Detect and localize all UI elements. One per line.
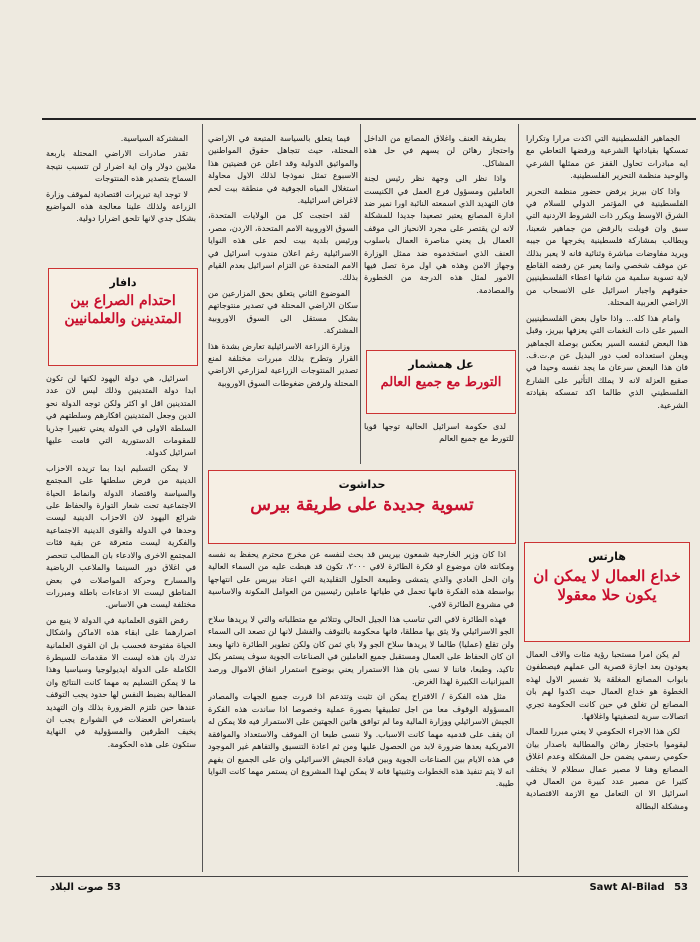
col2-paragraph: بطريقة العنف واغلاق المصانع من الداخل واحتجاز رهائن لن يسهم في حل هذه المشاكل. <box>364 133 514 168</box>
col1b-paragraph: لم يكن امرا مستحبا رؤية مئات والاف العمال يعودون بعد اجازة قصرية الى عملهم فيصطفون بابواب المصانع المغلقة بلا تفسير الاول لهذه الخطوة هو خداع العمال حيث اكدوا لهم بان المصانع لن تغلق في حين كانت الحكومة تجري اتصالات سرية لتصفيتها واغلاقها. <box>526 649 688 722</box>
col4b-paragraph: اسرائيل، هي دولة اليهود لكنها لن تكون ابدا دولة المتدينين وذلك ليس لان عدد المتدينين اقل او اكثر ولكن توجه الدولة نحو الدين وجعل المتدينين افكارهم وسلطتهم في السلطة الاولى في الدولة يعني تغييرا جذريا للمقومات الدستورية التي قامت عليها اسرائيل كدولة. <box>46 373 196 458</box>
bottom-rule <box>36 876 688 877</box>
column-4b <box>46 372 196 872</box>
col4-paragraph: تقدر صادرات الاراضي المحتلة باربعة ملايين دولار وان اية اضرار لن تتسبب نتيجة السماح بتصدير هذه المنتوجات <box>46 148 196 184</box>
box-headline: تسوية جديدة على طريقة بيرس <box>250 495 474 515</box>
col4b-paragraph: لا يمكن التسليم ابدا بما تريده الاحزاب الدينية من فرض سلطتها على المجتمع والسياسة واقتصاد الدولة وانماط الحياة الاجتماعية تحت شعار التوارة والحفاظ على شرائع اليهود لان الاحزاب الدينية ليست وحدها في الدولة والقوى الدينية الاجتماعية والفكرية ليست متعرقة عن بقية فئات المجتمع الاخرى والادعاء بان المطالب تنحصر في اغلاق دور السينما والملاعب الرياضية والمسارح وحركة المواصلات في بعض المناطق ليست الا ادعاءات باطلة ومبررات مختلفة ليست هي الاساس. <box>46 462 196 610</box>
col4b-paragraph: رفض القوى العلمانية في الدولة لا ينبع من اصرارهما على ابقاء هذه الاماكن واشكال الحياة مفتوحة فحسب بل ان القوى العلمانية تدرك بان هذه ليست الا مقدمات للسيطرة الكاملة على الدولة ايديولوجيا وسياسيا وهذا ما لا يمكن التسليم به مهما كانت النتائج وان المطالبة بضبط النفس لها حدود يجب التوقف عندها حين تلتزم الضرورة بذلك وان التهديد باستعراض العضلات في الشوارع يجب ان يخيف الطرفين والمسؤولية في النهاية ستكون على هذه الحكومة. <box>46 614 196 749</box>
column-1b <box>526 648 688 872</box>
box-headline: التورط مع جميع العالم <box>380 375 502 390</box>
harts-box <box>524 542 690 642</box>
col3-paragraph: فيما يتعلق بالسياسة المتبعة في الاراضي المحتلة، حيث تتجاهل حقوق المواطنين والمواثيق الدولية وقد اعلن عن قضيتين هذا الاسبوع تمثل نموذجا لذلك الاول محاولة استغلال المياه الجوفية في منطقة بيت لحم لاغراض اسرائيلية. <box>208 133 358 206</box>
column-1 <box>526 132 688 540</box>
top-rule <box>42 118 696 120</box>
col3-paragraph: الموضوع الثاني يتعلق بحق المزارعين من سكان الاراضي المحتلة في تصدير منتوجاتهم بشكل مستقل الى السوق الاوروبية المشتركة. <box>208 287 358 336</box>
col1-paragraph: واذا كان بيريز يرفض حضور منظمة التحرير الفلسطينية في المؤتمر الدولي للسلام في الشرق الاوسط ويكرر ذات الشروط الاردنية التي سبق وان قوبلت بالرفض من جماهير شعبنا، ويطالب بمشاركة فلسطينية يخرجها من جيبه ويريد مفاوضات مباشرة وثنائية فانه لا يعبر بذلك عن موقف شخصي وانما يعبر عن رفضه القاطع لاية تسوية سلمية من شانها اعطاء الفلسطينيين حقوقهم واجبار اسرائيل على الانسحاب من الاراضي العربية المحتلة. <box>526 185 688 308</box>
column-separator <box>360 124 361 464</box>
box-source-name: دافار <box>109 276 137 289</box>
col4-paragraph: لا توجد اية تبريرات اقتصادية لموقف وزارة الزراعة ولذلك علينا معالجة هذه المواضيع بشكل جدي لانها تلحق اضرارا دولية. <box>46 188 196 224</box>
box-source-name: حداشوت <box>338 478 386 491</box>
column-2b <box>364 420 514 468</box>
col1b-paragraph: لكن هذا الاجراء الحكومي لا يعني مبررا للعمال ليقوموا باحتجاز رهائن والمطالبة باصدار بيان حكومي رسمي يضمن حل المشكلة وعدم اغلاق المصانع وهنا لا مصير عمال سطلام لا يختلف كثيرا عن مصير عدد كبيرة من العمال في اسرائيل الا ان التعامل مع الازمة الاقتصادية ومشكلة البطالة <box>526 726 688 811</box>
middle-paragraph: فهذه الطائرة لافي التي تناسب هذا الجيل الحالي وتتلائم مع متطلباته والتي لا يريدها سلاح الجو الاسرائيلي ولا يثق بها مطلقا، فانها محكومة بالتوقف والفشل لانها لن تصعد الى السماء ولن تقلع (عمليا) طالما لا يريدها سلاح الجو ولا باي ثمن كان ولكن تطوير الطائرة ذاتها وبعد ان كان الحفاظ على العمال ومستقبل جميع العاملين في الصناعات الجوية سوف يستمر بكل تاكيد، وطبعا، فاننا لا نسى بان هذا الاستمرار يعني بوضوح استمرار انفاق الاموال ورصد الميزانيات الكبيرة لهذا الغرض. <box>208 614 514 687</box>
middle-paragraph: مثل هذه الفكرة / الاقتراح يمكن ان تثبت وتتدعم اذا قررت جميع الجهات والمصادر المسؤولة الوقوف معا من اجل تطبيقها بصورة عملية وخصوصا اذا ساندت هذه الفكرة الجيش الاسرائيلي ووزارة المالية وما لم توافق هاتين الجهتين على الاستمرار فيه فلا يمكن له ان يقف على قدميه مهما كانت الاسباب. ولا ننسى طبعا ان الموقف والاستعداد والموافقة الامريكية بعدها ضرورة لابد من الحصول عليها ومن ثم اعادة التنسيق والتفاهم غير الموجود في هذه الايام بين الصناعات الجوية وبين قيادة الجيش الاسرائيلي وان على الجميع ان يفهم انه لا يتم تنفيذ هذه الخطوات وتثبيتها فانه لا يمكن لهذا المشروع ان يستمر مهما كانت النوايا طيبة. <box>208 691 514 789</box>
col2b-paragraph: لدى حكومة اسرائيل الحالية توجها قويا للتورط مع جميع العالم <box>364 421 514 444</box>
column-3 <box>208 132 358 468</box>
column-separator <box>202 124 203 872</box>
col3-paragraph: وزارة الزراعة الاسرائيلية تعارض بشدة هذا القرار وتطرح بذلك مبررات مختلفة لمنع تصدير المنتوجات الزراعية لمزارعي الاراضي المحتلة ولرفض ضغوطات السوق الاوروبية <box>208 340 358 388</box>
box-source-name: عل همشمار <box>408 358 474 371</box>
box-headline: خداع العمال لا يمكن ان يكون حلا معقولا <box>533 567 681 604</box>
publication-name-arabic: صوت البلاد <box>50 882 104 893</box>
publication-name-latin: Sawt Al-Bilad <box>589 882 665 893</box>
col1-paragraph: وامام هذا كله... واذا حاول بعض الفلسطينيين السير على ذات النغمات التي يعزفها بيريز، وقبل هذا البعض لنفسه السير بعكس بوصلة الجماهير ويعلن استعداده لعب دور البديل عن م.ت.ف. فان هذا البعض سرعان ما يجد نفسه وحيدا في صقيع العزلة لانه لا يملك التأثير على الشارع الفلسطيني الذي طالما اكد تمسكه بقيادته الشرعية. <box>526 312 688 410</box>
column-2 <box>364 132 514 350</box>
col4-paragraph: المشتركة السياسية. <box>120 133 188 143</box>
column-4 <box>46 132 196 266</box>
hadashot-box <box>208 470 516 544</box>
middle-paragraph: اذا كان وزير الخارجية شمعون بيريس قد بحث لنفسه عن مخرج محترم يحفظ به نفسه ومكانته فان موضوع او فكرة الطائرة لافي ٢٠٠٠، تكون قد هبطت عليه من السماء العالية وان الحل العادي والذي يتمشى وطبيعة الحلول التقليدية التي اعتاد بيريس على انتهاجها بواسطة هذه الفكرة فانها تحمل في طياتها عاملين رئيسيين من العوامل المكونة والاساسية في مشروع الطائرة لافي. <box>208 549 514 609</box>
col2-paragraph: واذا نظر الى وجهة نظر رئيس لجنة العاملين ومسؤول فرع العمل في الكنيست فان التهديد الذي اسمعته النائبة اورا نمير ضد ادارة المصانع يعتبر تصعيدا جديدا للمشكلة لانه لن يقتصر على مجرد الانحياز الى موقف العمال بل يعني مناصرة العمال باسلوب العنف الذي استخدموه ضد ممثل الوزارة وجهاز الامن وهذه هي اول مرة تصل فيها الامور لمثل هذه الدرجة من الخطورة والمصادمة. <box>364 173 514 295</box>
box-source-name: هارتس <box>588 550 626 563</box>
col1-paragraph: الجماهير الفلسطينية التي اكدت مرارا وتكرارا تمسكها بقياداتها الشرعية ورفضها التعاطي مع ايه مبادرات تحاول القفز عن ممثلها الشرعي والوحيد منظمة التحرير الفلسطينية. <box>526 133 688 181</box>
footer-left <box>44 882 121 893</box>
column-middle <box>208 548 514 872</box>
page-number-right: 53 <box>674 882 688 893</box>
footer-right <box>589 882 688 893</box>
page-number-left: 53 <box>106 882 121 893</box>
column-separator <box>518 124 519 872</box>
al-hamishmar-box <box>366 350 516 414</box>
col3-paragraph: لقد احتجت كل من الولايات المتحدة، السوق الاوروبية الامم المتحدة، الاردن، مصر، ورئيس بلدية بيت لحم على هذه النوايا الاسرائيلية رغم اعلان مندوب اسرائيل في الامم المتحدة عن التزام اسرائيل بعدم القيام بذلك. <box>208 210 358 283</box>
davar-box <box>48 268 198 366</box>
box-headline: احتدام الصراع بين المتدينين والعلمانيين <box>64 293 182 327</box>
